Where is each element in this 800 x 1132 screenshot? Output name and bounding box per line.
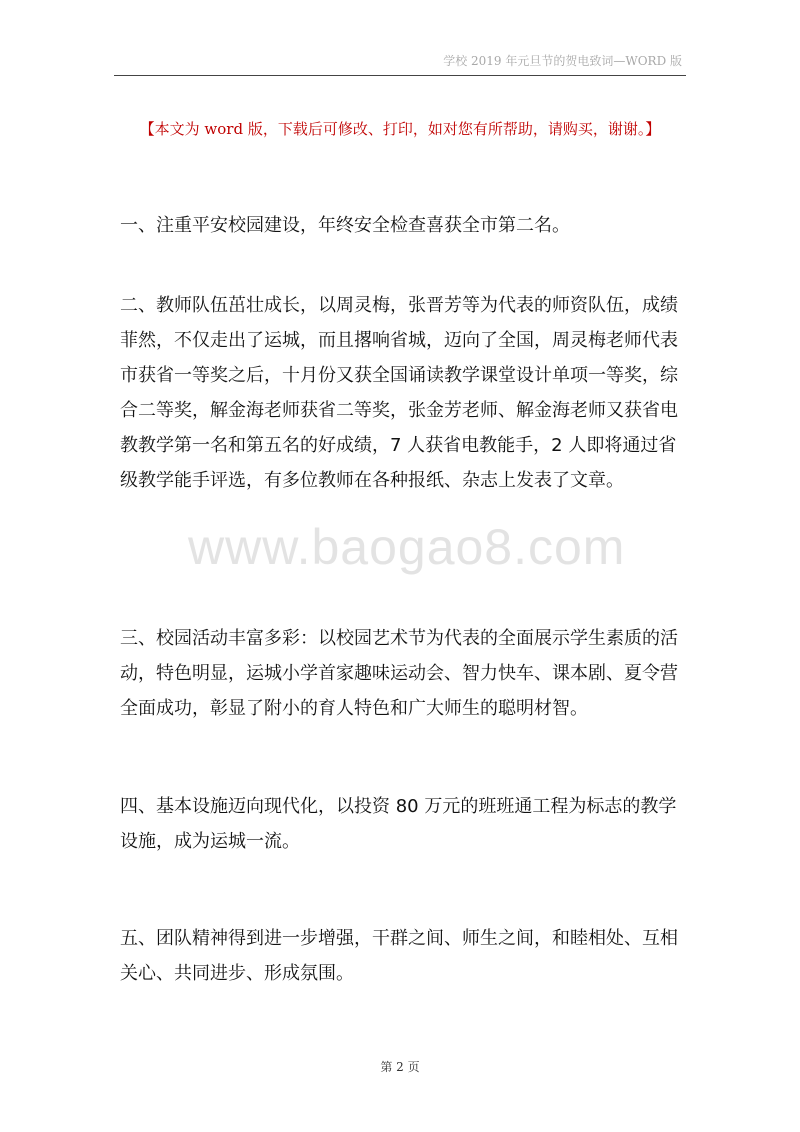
- paragraph-2: 二、教师队伍茁壮成长，以周灵梅，张晋芳等为代表的师资队伍，成绩菲然，不仅走出了运城，而且撂响省城，迈向了全国，周灵梅老师代表市获省一等奖之后，十月份又获全国诵读教学课堂设计单项一等奖，综合二等奖，解金海老师获省二等奖，张金芳老师、解金海老师又获省电教教学第一名和第五名的好成绩，7 人获省电教能手，2 人即将通过省级教学能手评选，有多位教师在各种报纸、杂志上发表了文章。: [120, 295, 678, 491]
- watermark: www.baogao8.com: [188, 519, 626, 575]
- header-divider: [114, 75, 686, 76]
- page-number: 第 2 页: [380, 1060, 420, 1074]
- paragraph-4: 四、基本设施迈向现代化，以投资 80 万元的班班通工程为标志的教学设施，成为运城一流。: [120, 796, 677, 852]
- paragraph-5: 五、团队精神得到进一步增强，干群之间、师生之间，和睦相处、互相关心、共同进步、形成氛围。: [120, 928, 678, 984]
- header-title: 学校 2019 年元旦节的贺电致词—WORD 版: [443, 54, 682, 68]
- paragraph-1: 一、注重平安校园建设，年终安全检查喜获全市第二名。: [120, 215, 570, 236]
- word-version-notice: 【本文为 word 版，下载后可修改、打印，如对您有所帮助，请购买，谢谢。】: [139, 120, 661, 138]
- paragraph-3: 三、校园活动丰富多彩：以校园艺术节为代表的全面展示学生素质的活动，特色明显，运城小学首家趣味运动会、智力快车、课本剧、夏令营全面成功，彰显了附小的育人特色和广大师生的聪明材智。: [120, 628, 678, 719]
